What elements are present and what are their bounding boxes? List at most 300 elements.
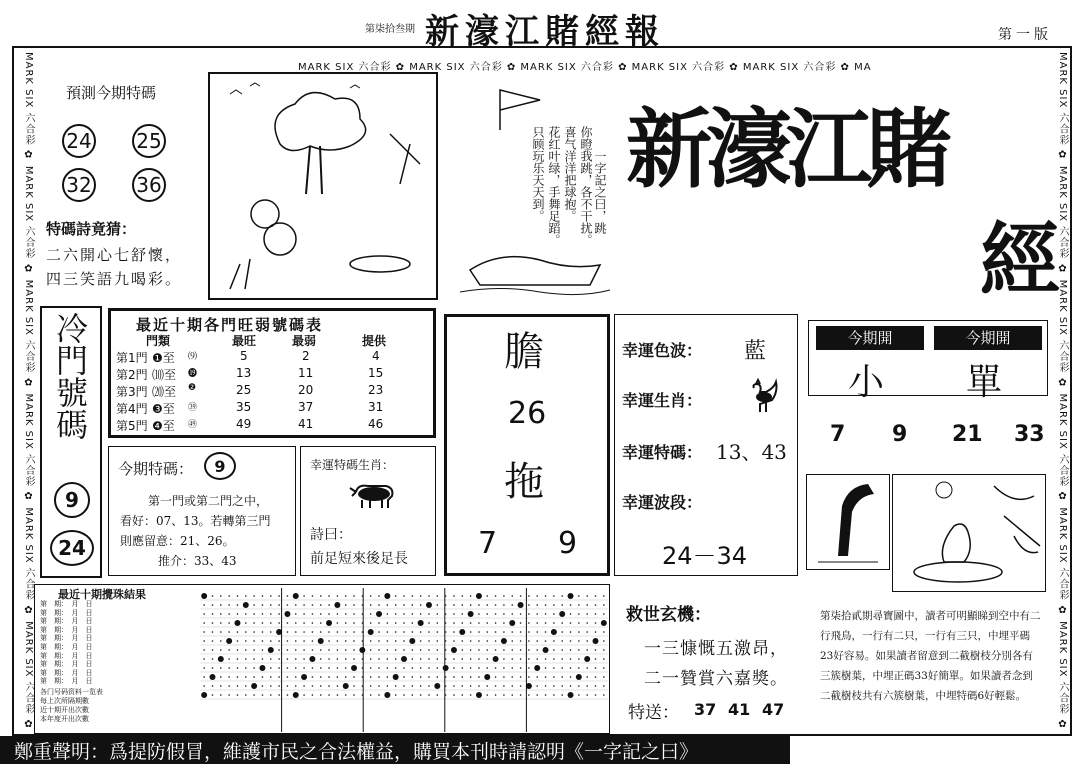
results-period-list: [40, 600, 100, 686]
grid-dot: [412, 694, 414, 696]
grid-dot: [536, 685, 538, 687]
table-row: [116, 349, 416, 366]
grid-dot: [576, 674, 582, 680]
grid-dot: [536, 613, 538, 615]
grid-dot: [536, 649, 538, 651]
grid-dot: [387, 676, 389, 678]
grid-dot: [478, 604, 480, 606]
grid-dot: [334, 602, 340, 608]
grid-dot: [561, 667, 563, 669]
cold-number-1: 9: [54, 482, 90, 518]
grid-dot: [320, 613, 322, 615]
grid-dot: [209, 674, 215, 680]
grid-dot: [303, 685, 305, 687]
gate-end: ㊾: [188, 420, 198, 430]
grid-dot: [328, 640, 330, 642]
grid-dot: [495, 649, 497, 651]
grid-dot: [337, 640, 339, 642]
grid-dot: [520, 640, 522, 642]
grid-dot: [426, 602, 432, 608]
grid-dot: [403, 685, 405, 687]
grid-dot: [503, 622, 505, 624]
special-line-1: 第一門或第二門之中，: [148, 494, 269, 508]
grid-dot: [545, 640, 547, 642]
grid-dot: [278, 649, 280, 651]
grid-dot: [262, 649, 264, 651]
grid-dot: [376, 611, 382, 617]
gate-range: ⒇至: [152, 385, 177, 399]
grid-dot: [378, 694, 380, 696]
grid-dot: [278, 694, 280, 696]
grid-dot: [353, 631, 355, 633]
grid-dot: [203, 604, 205, 606]
grid-dot: [287, 631, 289, 633]
grid-dot: [420, 649, 422, 651]
grid-dot: [461, 640, 463, 642]
grid-dot: [520, 622, 522, 624]
footer-row-1: 各门号码资料一览表: [40, 688, 103, 696]
table-row: [116, 417, 416, 434]
grid-dot: [493, 656, 499, 662]
grid-dot: [453, 676, 455, 678]
verse-line-4: 只顾玩乐天天到。: [531, 126, 545, 222]
grid-dot: [345, 604, 347, 606]
grid-dot: [345, 649, 347, 651]
grid-dot: [553, 676, 555, 678]
gate-offer: 23: [368, 383, 384, 397]
grid-dot: [478, 649, 480, 651]
notice-bar: [0, 736, 790, 764]
grid-dot: [536, 622, 538, 624]
grid-dot: [303, 622, 305, 624]
grid-dot: [262, 595, 264, 597]
grid-dot: [328, 676, 330, 678]
grid-dot: [470, 694, 472, 696]
grid-dot: [237, 613, 239, 615]
grid-dot: [461, 649, 463, 651]
grid-dot: [278, 613, 280, 615]
grid-dot: [420, 631, 422, 633]
grid-dot: [328, 613, 330, 615]
grid-dot: [403, 613, 405, 615]
period-4: 第 期： 月 日: [40, 625, 93, 634]
grid-dot: [595, 595, 597, 597]
grid-dot: [420, 640, 422, 642]
grid-dot: [495, 595, 497, 597]
grid-dot: [384, 692, 390, 698]
grid-dot: [228, 694, 230, 696]
grid-dot: [453, 667, 455, 669]
grid-dot: [570, 667, 572, 669]
grid-dot: [461, 676, 463, 678]
grid-dot: [237, 631, 239, 633]
grid-dot: [212, 694, 214, 696]
this-issue-label-left: 今期開: [816, 326, 924, 350]
grid-dot: [387, 631, 389, 633]
grid-dot: [453, 595, 455, 597]
grid-dot: [412, 667, 414, 669]
grid-dot: [378, 685, 380, 687]
grid-dot: [220, 685, 222, 687]
gate-end: ⓳: [188, 369, 198, 379]
grid-dot: [478, 622, 480, 624]
grid-dot: [312, 676, 314, 678]
grid-dot: [387, 622, 389, 624]
grid-dot: [228, 676, 230, 678]
grid-dot: [437, 667, 439, 669]
gate-offer: 31: [368, 400, 384, 414]
notice-text: 鄭重聲明：爲提防假冒，維護市民之合法權益，購買本刊時請認明《一字記之曰》: [14, 740, 699, 763]
grid-dot: [378, 595, 380, 597]
gate-table-title: 最近十期各門旺弱號碼表: [136, 316, 324, 334]
grid-dot: [553, 604, 555, 606]
grid-dot: [586, 676, 588, 678]
grid-dot: [578, 640, 580, 642]
grid-dot: [536, 595, 538, 597]
grid-dot: [511, 667, 513, 669]
grid-dot: [437, 622, 439, 624]
grid-dot: [453, 694, 455, 696]
salvation-number-3: 47: [762, 700, 785, 719]
grid-dot: [470, 604, 472, 606]
grid-dot: [228, 631, 230, 633]
grid-dot: [559, 611, 565, 617]
grid-dot: [270, 622, 272, 624]
lucky-color-label: 幸運色波：: [622, 341, 703, 360]
grid-dot: [370, 676, 372, 678]
grid-dot: [253, 595, 255, 597]
grid-dot: [203, 649, 205, 651]
grid-dot: [370, 613, 372, 615]
grid-dot: [478, 658, 480, 660]
grid-dot: [295, 685, 297, 687]
grid-dot: [253, 622, 255, 624]
grid-dot: [378, 676, 380, 678]
grid-dot: [337, 622, 339, 624]
col-max: 最旺: [232, 334, 257, 348]
grid-dot: [320, 676, 322, 678]
grid-dot: [545, 667, 547, 669]
grid-dot: [278, 622, 280, 624]
period-2: 第 期： 月 日: [40, 608, 93, 617]
grid-dot: [303, 604, 305, 606]
poem-line-2: 四三笑語九喝彩。: [46, 270, 183, 288]
grid-dot: [461, 604, 463, 606]
this-issue-value-right: 單: [966, 362, 1003, 403]
gate-table: [116, 332, 426, 432]
grid-dot: [528, 604, 530, 606]
grid-dot: [270, 595, 272, 597]
grid-dot: [343, 683, 349, 689]
grid-dot: [287, 604, 289, 606]
grid-dot: [395, 631, 397, 633]
grid-dot: [312, 595, 314, 597]
grid-dot: [270, 676, 272, 678]
grid-dot: [545, 595, 547, 597]
grid-dot: [212, 613, 214, 615]
grid-dot: [387, 649, 389, 651]
grid-dot: [412, 685, 414, 687]
grid-dot: [312, 685, 314, 687]
lucky-special-value: 13、43: [716, 440, 787, 464]
grid-dot: [201, 692, 207, 698]
gate-offer: 46: [368, 417, 384, 431]
grid-dot: [287, 685, 289, 687]
grid-dot: [295, 604, 297, 606]
grid-dot: [470, 658, 472, 660]
grid-dot: [578, 622, 580, 624]
grid-dot: [320, 658, 322, 660]
grid-dot: [595, 631, 597, 633]
grid-dot: [203, 622, 205, 624]
grid-dot: [384, 593, 390, 599]
grid-dot: [270, 685, 272, 687]
grid-dot: [337, 694, 339, 696]
grid-dot: [295, 649, 297, 651]
grid-dot: [353, 658, 355, 660]
grid-dot: [520, 667, 522, 669]
grid-dot: [528, 613, 530, 615]
grid-dot: [461, 658, 463, 660]
grid-dot: [220, 604, 222, 606]
grid-dot: [428, 685, 430, 687]
period-10: 第 期： 月 日: [40, 677, 93, 686]
lucky-segment-value: 24－34: [662, 542, 748, 570]
grid-dot: [228, 595, 230, 597]
grid-dot: [437, 595, 439, 597]
period-8: 第 期： 月 日: [40, 660, 93, 669]
grid-dot: [536, 658, 538, 660]
grid-dot: [545, 631, 547, 633]
grid-dot: [461, 685, 463, 687]
grid-dot: [312, 622, 314, 624]
grid-dot: [253, 667, 255, 669]
period-9: 第 期： 月 日: [40, 668, 93, 677]
grid-dot: [328, 604, 330, 606]
grid-dot: [370, 667, 372, 669]
grid-dot: [461, 667, 463, 669]
grid-dot: [412, 622, 414, 624]
grid-dot: [520, 676, 522, 678]
grid-dot: [295, 658, 297, 660]
gate-max: 49: [236, 417, 252, 431]
gate-min: 11: [298, 366, 314, 380]
grid-dot: [337, 631, 339, 633]
grid-dot: [312, 640, 314, 642]
grid-dot: [201, 593, 207, 599]
grid-dot: [603, 640, 605, 642]
grid-dot: [353, 622, 355, 624]
page-label: 第一版: [998, 27, 1052, 43]
grid-dot: [337, 658, 339, 660]
grid-dot: [495, 640, 497, 642]
grid-dot: [287, 622, 289, 624]
grid-dot: [478, 613, 480, 615]
gate-range: ❹至: [152, 419, 175, 433]
grid-dot: [601, 620, 607, 626]
grid-dot: [337, 649, 339, 651]
this-issue-number-4: 33: [1014, 422, 1045, 447]
grid-dot: [570, 676, 572, 678]
grid-dot: [420, 694, 422, 696]
verse-line-2: 喜气洋洋把球抱。: [563, 126, 577, 222]
grid-dot: [245, 649, 247, 651]
predict-number-3: 32: [62, 168, 96, 202]
grid-dot: [320, 631, 322, 633]
grid-dot: [470, 676, 472, 678]
grid-dot: [586, 613, 588, 615]
prediction-title: 預測今期特碼: [66, 84, 157, 102]
grid-dot: [553, 640, 555, 642]
this-issue-number-2: 9: [892, 422, 908, 447]
grid-dot: [603, 604, 605, 606]
grid-dot: [326, 620, 332, 626]
grid-dot: [237, 658, 239, 660]
grid-dot: [511, 613, 513, 615]
grid-dot: [584, 656, 590, 662]
grid-dot: [437, 631, 439, 633]
grid-dot: [370, 604, 372, 606]
grid-dot: [353, 613, 355, 615]
grid-dot: [453, 613, 455, 615]
grid-dot: [243, 602, 249, 608]
grid-dot: [437, 658, 439, 660]
grid-dot: [578, 595, 580, 597]
grid-dot: [420, 676, 422, 678]
grid-dot: [511, 640, 513, 642]
grid-dot: [212, 595, 214, 597]
grid-dot: [553, 658, 555, 660]
grid-dot: [262, 613, 264, 615]
grid-dot: [486, 685, 488, 687]
grid-dot: [503, 676, 505, 678]
grid-dot: [262, 658, 264, 660]
grid-dot: [495, 676, 497, 678]
grid-dot: [245, 667, 247, 669]
lucky-color-value: 藍: [744, 339, 767, 364]
grid-dot: [545, 685, 547, 687]
grid-dot: [595, 694, 597, 696]
grid-dot: [228, 622, 230, 624]
results-title: 最近十期攪珠結果: [58, 588, 146, 601]
grid-dot: [570, 658, 572, 660]
grid-dot: [237, 595, 239, 597]
poem-title: 特碼詩竟猜：: [46, 220, 137, 238]
grid-dot: [453, 622, 455, 624]
grid-dot: [420, 595, 422, 597]
grid-dot: [395, 604, 397, 606]
grid-dot: [270, 658, 272, 660]
special-line-3: 則應留意：21、26。: [120, 534, 235, 548]
grid-dot: [412, 604, 414, 606]
grid-dot: [295, 631, 297, 633]
grid-dot: [245, 640, 247, 642]
period-5: 第 期： 月 日: [40, 634, 93, 643]
grid-dot: [245, 622, 247, 624]
grid-dot: [553, 613, 555, 615]
grid-dot: [420, 604, 422, 606]
grid-dot: [470, 667, 472, 669]
grid-dot: [511, 685, 513, 687]
salvation-title: 救世玄機：: [626, 605, 711, 625]
grid-dot: [478, 667, 480, 669]
grid-dot: [437, 604, 439, 606]
grid-dot: [301, 674, 307, 680]
grid-dot: [203, 658, 205, 660]
grid-dot: [578, 658, 580, 660]
grid-dot: [461, 595, 463, 597]
grid-dot: [234, 620, 240, 626]
grid-dot: [578, 667, 580, 669]
grid-dot: [470, 631, 472, 633]
grid-dot: [403, 631, 405, 633]
grid-dot: [345, 694, 347, 696]
grid-dot: [395, 685, 397, 687]
grid-dot: [378, 631, 380, 633]
grid-dot: [470, 685, 472, 687]
grid-dot: [387, 658, 389, 660]
grid-dot: [220, 649, 222, 651]
grid-dot: [320, 604, 322, 606]
grid-dot: [553, 667, 555, 669]
grid-dot: [495, 694, 497, 696]
grid-dot: [586, 649, 588, 651]
grid-dot: [401, 656, 407, 662]
grid-dot: [476, 593, 482, 599]
grid-dot: [337, 595, 339, 597]
grid-dot: [245, 685, 247, 687]
footer-row-3: 近十期开出次數: [40, 706, 89, 714]
grid-dot: [337, 685, 339, 687]
grid-dot: [395, 667, 397, 669]
grid-dot: [268, 647, 274, 653]
results-dot-grid: [200, 588, 608, 732]
grid-dot: [328, 631, 330, 633]
grid-dot: [345, 595, 347, 597]
grid-dot: [345, 622, 347, 624]
grid-dot: [228, 604, 230, 606]
grid-dot: [486, 649, 488, 651]
predict-number-1: 24: [62, 124, 96, 158]
grid-dot: [453, 685, 455, 687]
grid-dot: [287, 649, 289, 651]
grid-dot: [536, 604, 538, 606]
grid-dot: [486, 694, 488, 696]
grid-dot: [220, 676, 222, 678]
grid-dot: [320, 649, 322, 651]
grid-dot: [220, 640, 222, 642]
grid-dot: [287, 595, 289, 597]
grid-dot: [328, 595, 330, 597]
grid-dot: [353, 694, 355, 696]
grid-dot: [486, 595, 488, 597]
gate-end: ⑼: [188, 352, 198, 362]
zodiac-title: 幸運特碼生肖：: [310, 458, 395, 472]
grid-dot: [511, 676, 513, 678]
grid-dot: [203, 613, 205, 615]
grid-dot: [437, 640, 439, 642]
grid-dot: [561, 676, 563, 678]
grid-dot: [568, 692, 574, 698]
grid-dot: [262, 622, 264, 624]
grid-dot: [453, 631, 455, 633]
grid-dot: [328, 649, 330, 651]
grid-dot: [520, 613, 522, 615]
grid-dot: [228, 658, 230, 660]
grid-dot: [603, 613, 605, 615]
grid-dot: [420, 613, 422, 615]
grid-dot: [295, 640, 297, 642]
